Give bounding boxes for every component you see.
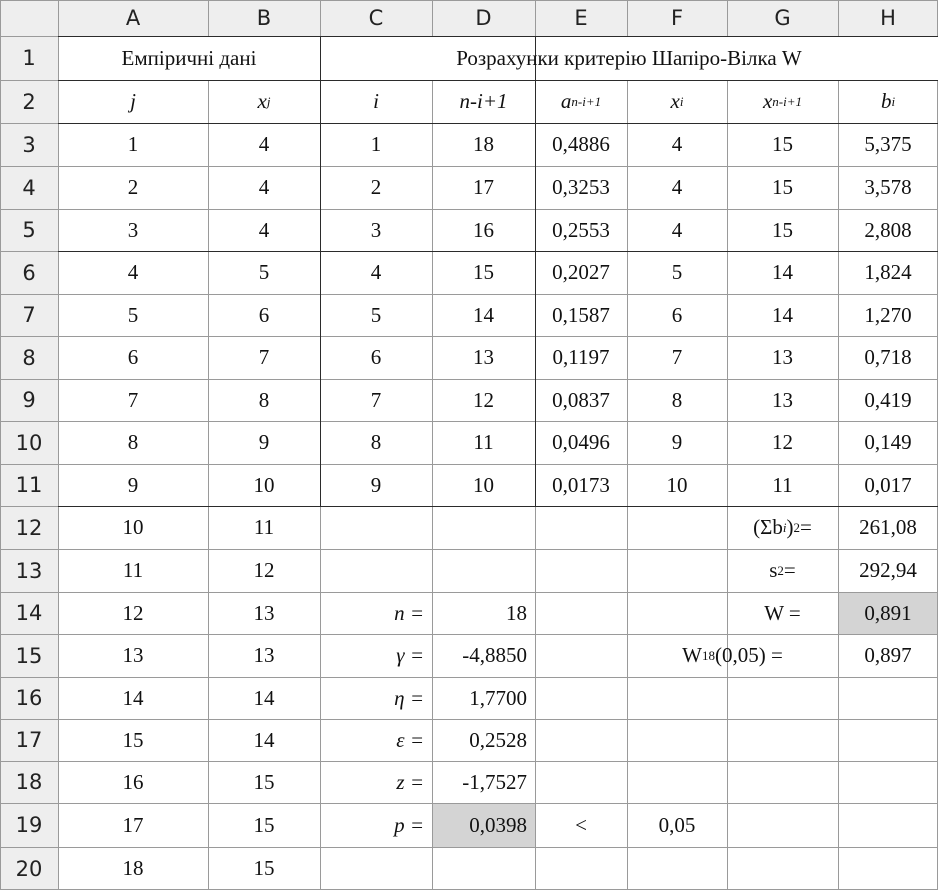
cell-a[interactable]: 0,3253 [552, 175, 610, 199]
label-n[interactable]: n = [394, 600, 424, 625]
label-eta[interactable]: η = [394, 685, 424, 710]
row-header-8[interactable]: 8 [0, 336, 58, 379]
label-eps[interactable]: ε = [396, 727, 424, 752]
subheader-j[interactable]: j [130, 89, 136, 113]
cell-xn[interactable]: 14 [772, 260, 793, 284]
cell-n-i-1[interactable]: 14 [473, 302, 494, 327]
cell-b[interactable]: 3,578 [864, 175, 912, 199]
cell-i[interactable]: 1 [370, 132, 382, 156]
subheader-a-sub: n-i+1 [571, 93, 602, 109]
cell-a[interactable]: 0,2027 [552, 260, 610, 284]
cell-j[interactable]: 4 [127, 260, 139, 284]
cell-xi[interactable]: 6 [671, 302, 683, 327]
cell-xj[interactable]: 7 [258, 345, 270, 369]
cell-j[interactable]: 14 [122, 685, 144, 710]
cell-xi[interactable]: 9 [671, 430, 683, 454]
cell-xi[interactable]: 7 [671, 345, 683, 369]
cell-xn[interactable]: 14 [772, 302, 793, 327]
cell-n-i-1[interactable]: 13 [473, 345, 494, 369]
row-header-18[interactable]: 18 [0, 761, 58, 803]
row-header-17[interactable]: 17 [0, 719, 58, 761]
less-than-sign[interactable]: < [575, 812, 587, 837]
subheader-xn-main: x [762, 89, 773, 113]
cell-xj[interactable]: 13 [253, 600, 275, 625]
s2-part: 2 [777, 562, 784, 578]
value-gamma[interactable]: -4,8850 [462, 643, 527, 667]
cell-i[interactable]: 7 [370, 387, 382, 412]
cell-xj[interactable]: 10 [253, 472, 275, 497]
cell-j[interactable]: 12 [122, 600, 144, 625]
column-header-g[interactable]: G [727, 0, 838, 36]
cell-j[interactable]: 13 [122, 643, 144, 667]
row-header-2[interactable]: 2 [0, 80, 58, 123]
alpha-value[interactable]: 0,05 [658, 812, 696, 837]
sum-b-part: 2 [793, 519, 800, 535]
cell-xn[interactable]: 15 [772, 217, 793, 242]
value-s-squared[interactable]: 292,94 [859, 558, 917, 582]
label-w-critical[interactable] [627, 634, 838, 677]
row-header-13[interactable]: 13 [0, 549, 58, 592]
cell-n-i-1[interactable]: 17 [473, 175, 494, 199]
cell-i[interactable]: 5 [370, 302, 382, 327]
sum-b-part: i [782, 519, 787, 535]
wcrit-part: (0,05) = [714, 643, 783, 667]
cell-n-i-1[interactable]: 11 [473, 430, 494, 454]
label-sum-b-squared[interactable] [727, 506, 838, 549]
cell-j[interactable]: 15 [122, 727, 144, 752]
cell-xn[interactable]: 12 [772, 430, 793, 454]
row-header-5[interactable]: 5 [0, 209, 58, 251]
value-sum-b-squared[interactable]: 261,08 [859, 515, 917, 539]
value-eta[interactable]: 1,7700 [469, 685, 527, 710]
cell-a[interactable]: 0,0837 [552, 387, 610, 412]
cell-xj[interactable]: 13 [253, 643, 275, 667]
cell-j[interactable]: 1 [127, 132, 139, 156]
row-header-11[interactable]: 11 [0, 464, 58, 506]
cell-xi[interactable]: 4 [671, 175, 683, 199]
cell-j[interactable]: 16 [122, 769, 144, 794]
cell-j[interactable]: 2 [127, 175, 139, 199]
cell-i[interactable]: 8 [370, 430, 382, 454]
cell-b[interactable]: 1,824 [864, 260, 912, 284]
cell-n-i-1[interactable]: 15 [473, 260, 494, 284]
cell-xi[interactable]: 4 [671, 132, 683, 156]
subheader-i[interactable]: i [373, 89, 379, 113]
cell-n-i-1[interactable]: 10 [473, 472, 494, 497]
label-w[interactable]: W = [764, 600, 801, 625]
wcrit-part: W [682, 643, 702, 667]
column-header-f[interactable]: F [627, 0, 727, 36]
sum-b-part: (Σb [753, 515, 783, 539]
wcrit-part: 18 [701, 647, 715, 663]
value-p[interactable]: 0,0398 [469, 812, 527, 837]
cell-n-i-1[interactable]: 12 [473, 387, 494, 412]
cell-i[interactable]: 3 [370, 217, 382, 242]
row-header-12[interactable]: 12 [0, 506, 58, 549]
cell-b[interactable]: 0,149 [864, 430, 912, 454]
cell-b[interactable]: 0,718 [864, 345, 912, 369]
cell-xn[interactable]: 13 [772, 387, 793, 412]
sum-b-part: ) [786, 515, 794, 539]
cell-n-i-1[interactable]: 18 [473, 132, 494, 156]
column-header-h[interactable]: H [838, 0, 938, 36]
cell-j[interactable]: 3 [127, 217, 139, 242]
column-header-b[interactable]: B [208, 0, 320, 36]
cell-a[interactable]: 0,0173 [552, 472, 610, 497]
corner-select-all[interactable] [0, 0, 58, 36]
row-header-1[interactable]: 1 [0, 36, 58, 80]
subheader-xn[interactable] [727, 80, 838, 123]
subheader-xj-main: x [257, 89, 267, 113]
value-n[interactable]: 18 [506, 600, 527, 625]
cell-i[interactable]: 6 [370, 345, 382, 369]
subheader-b[interactable] [838, 80, 938, 123]
value-eps[interactable]: 0,2528 [469, 727, 527, 752]
subheader-b-sub: i [891, 93, 896, 109]
cell-xj[interactable]: 15 [253, 812, 275, 837]
cell-a[interactable]: 0,0496 [552, 430, 610, 454]
subheader-xn-sub: n-i+1 [772, 93, 803, 109]
cell-j[interactable]: 18 [122, 856, 144, 880]
cell-b[interactable]: 1,270 [864, 302, 912, 327]
cell-xi[interactable]: 4 [671, 217, 683, 242]
subheader-a-main: a [560, 89, 572, 113]
subheader-b-main: b [880, 89, 892, 113]
subheader-xi-sub: i [679, 93, 684, 109]
cell-xj[interactable]: 14 [253, 727, 275, 752]
cell-xi[interactable]: 5 [671, 260, 683, 284]
cell-xj[interactable]: 15 [253, 769, 275, 794]
cell-b[interactable]: 2,808 [864, 217, 912, 242]
row-header-4[interactable]: 4 [0, 166, 58, 209]
header-empirical-data[interactable]: Емпіричні дані [121, 45, 257, 70]
column-header-d[interactable]: D [432, 0, 535, 36]
cell-xj[interactable]: 8 [258, 387, 270, 412]
cell-j[interactable]: 6 [127, 345, 139, 369]
s2-part: = [783, 558, 796, 582]
cell-xj[interactable]: 14 [253, 685, 275, 710]
cell-xj[interactable]: 11 [253, 515, 275, 539]
sum-b-part: = [800, 515, 812, 539]
value-w-critical[interactable]: 0,897 [864, 643, 912, 667]
row-header-20[interactable]: 20 [0, 847, 58, 890]
cell-a[interactable]: 0,1587 [552, 302, 610, 327]
column-header-c[interactable]: C [320, 0, 432, 36]
cell-xj[interactable]: 12 [253, 558, 275, 582]
cell-xj[interactable]: 6 [258, 302, 270, 327]
cell-a[interactable]: 0,2553 [552, 217, 610, 242]
cell-xn[interactable]: 13 [772, 345, 793, 369]
subheader-n-i-1[interactable]: n-i+1 [459, 89, 508, 113]
cell-a[interactable]: 0,1197 [552, 345, 610, 369]
cell-xj[interactable]: 15 [253, 856, 275, 880]
label-z[interactable]: z = [396, 769, 424, 794]
row-header-7[interactable]: 7 [0, 294, 58, 336]
subheader-xj-sub: j [266, 93, 271, 109]
row-header-10[interactable]: 10 [0, 421, 58, 464]
s2-part: s [769, 558, 778, 582]
column-header-e[interactable]: E [535, 0, 627, 36]
cell-i[interactable]: 2 [370, 175, 382, 199]
cell-xi[interactable]: 8 [671, 387, 683, 412]
cell-b[interactable]: 0,419 [864, 387, 912, 412]
subheader-xi-main: x [670, 89, 680, 113]
row-header-3[interactable]: 3 [0, 123, 58, 166]
cell-a[interactable]: 0,4886 [552, 132, 610, 156]
cell-j[interactable]: 7 [127, 387, 139, 412]
row-header-14[interactable]: 14 [0, 592, 58, 634]
grid-hline [0, 0, 938, 1]
cell-xn[interactable]: 11 [772, 472, 793, 497]
cell-xn[interactable]: 15 [772, 175, 793, 199]
row-header-15[interactable]: 15 [0, 634, 58, 677]
label-p[interactable]: p = [394, 812, 424, 837]
cell-n-i-1[interactable]: 16 [473, 217, 494, 242]
cell-xi[interactable]: 10 [666, 472, 688, 497]
cell-j[interactable]: 5 [127, 302, 139, 327]
cell-xj[interactable]: 4 [258, 132, 270, 156]
row-header-19[interactable]: 19 [0, 803, 58, 847]
cell-b[interactable]: 5,375 [864, 132, 912, 156]
cell-i[interactable]: 9 [370, 472, 382, 497]
label-gamma[interactable]: γ = [396, 643, 424, 667]
subheader-a[interactable] [535, 80, 627, 123]
subheader-xi[interactable] [627, 80, 727, 123]
header-shapiro-wilk[interactable]: Розрахунки критерію Шапіро-Вілка W [456, 45, 802, 70]
cell-b[interactable]: 0,017 [864, 472, 912, 497]
cell-xj[interactable]: 9 [258, 430, 270, 454]
row-header-9[interactable]: 9 [0, 379, 58, 421]
cell-j[interactable]: 9 [127, 472, 139, 497]
cell-j[interactable]: 17 [122, 812, 144, 837]
cell-j[interactable]: 11 [122, 558, 144, 582]
value-z[interactable]: -1,7527 [462, 769, 527, 794]
cell-i[interactable]: 4 [370, 260, 382, 284]
cell-xn[interactable]: 15 [772, 132, 793, 156]
cell-xj[interactable]: 5 [258, 260, 270, 284]
value-w[interactable]: 0,891 [864, 600, 912, 625]
subheader-xj[interactable] [208, 80, 320, 123]
cell-xj[interactable]: 4 [258, 175, 270, 199]
row-header-16[interactable]: 16 [0, 677, 58, 719]
cell-j[interactable]: 8 [127, 430, 139, 454]
row-header-6[interactable]: 6 [0, 251, 58, 294]
grid-vline [0, 0, 1, 890]
column-header-a[interactable]: A [58, 0, 208, 36]
cell-xj[interactable]: 4 [258, 217, 270, 242]
label-s-squared[interactable] [727, 549, 838, 592]
cell-j[interactable]: 10 [122, 515, 144, 539]
